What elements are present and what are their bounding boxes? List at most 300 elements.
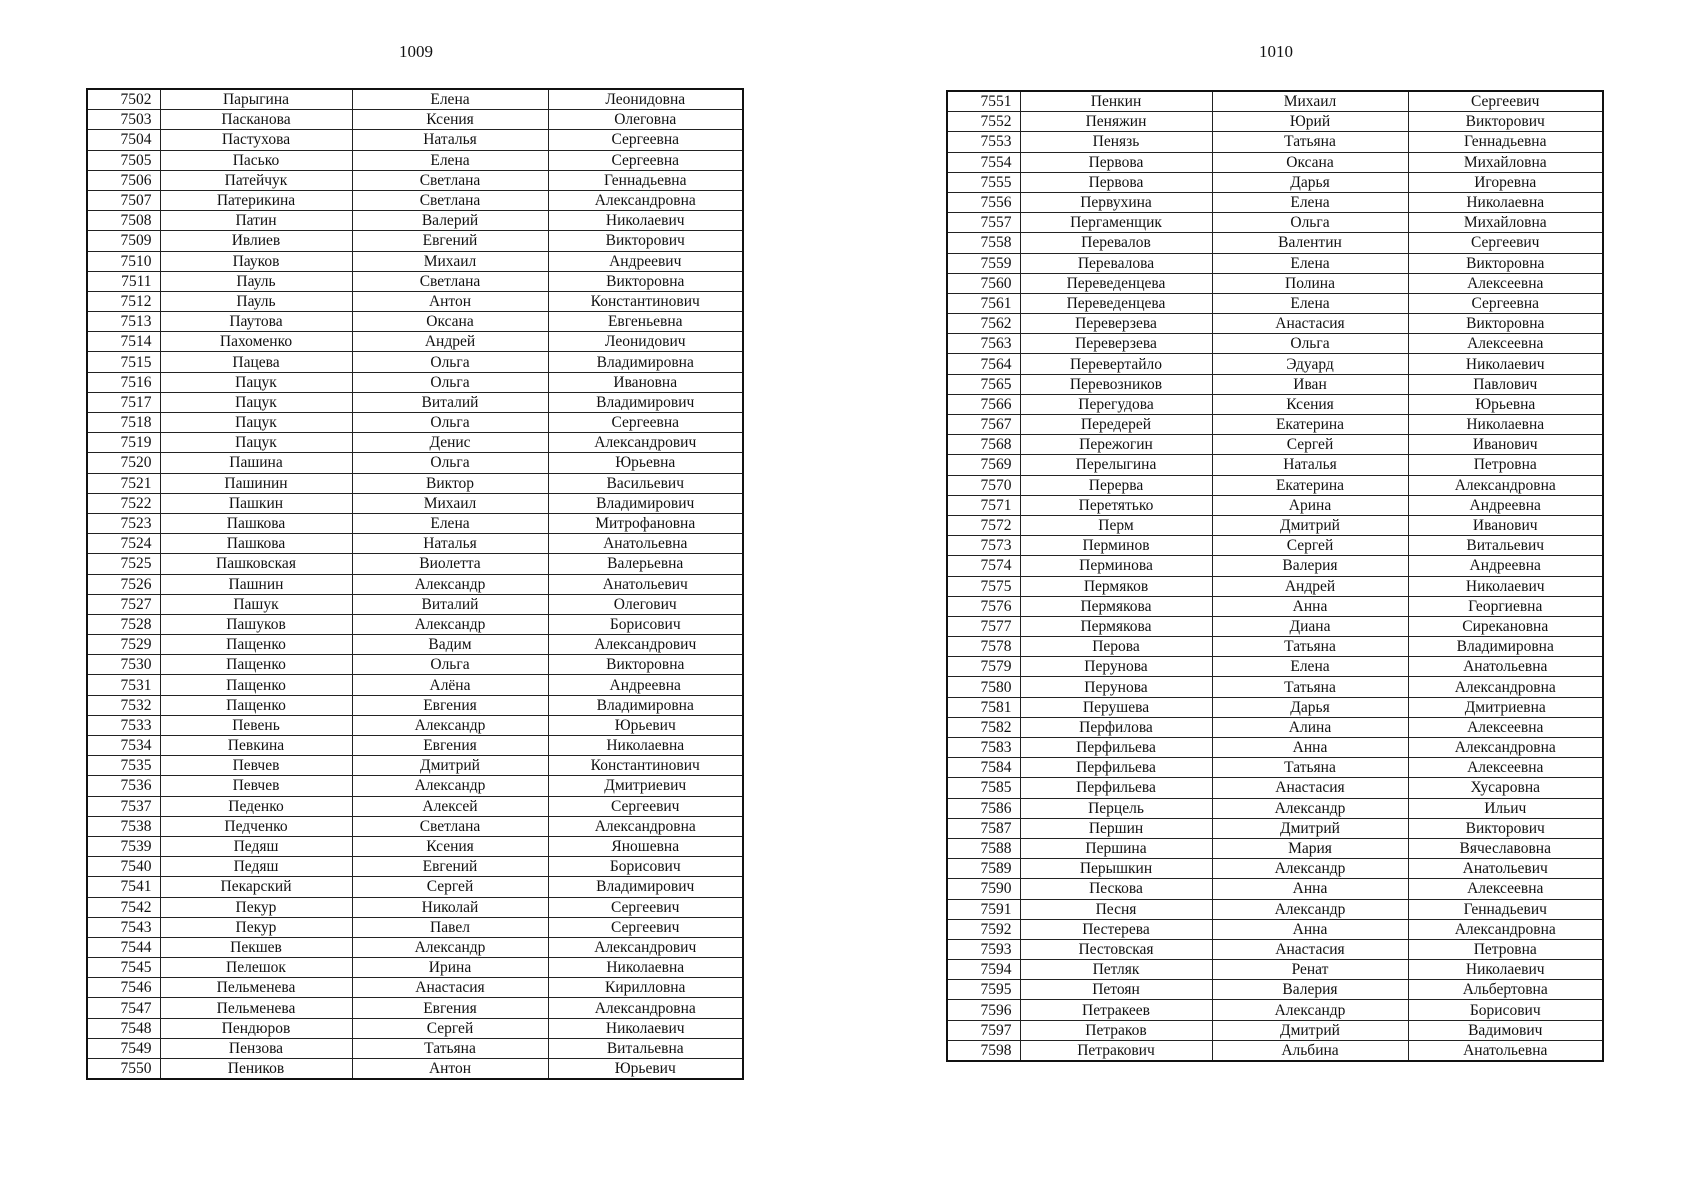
patronymic-cell: Константинович	[548, 756, 743, 776]
table-row	[947, 798, 1603, 818]
surname-cell: Пекарский	[160, 877, 352, 897]
table-row	[87, 857, 743, 877]
record-number-cell: 7502	[87, 89, 160, 110]
table-row	[87, 473, 743, 493]
patronymic-cell: Олегович	[548, 594, 743, 614]
patronymic-cell: Викторовна	[1408, 253, 1603, 273]
patronymic-cell: Юрьевич	[548, 715, 743, 735]
table-row	[947, 536, 1603, 556]
patronymic-cell: Сергеевна	[1408, 293, 1603, 313]
patronymic-cell: Дмитриевна	[1408, 697, 1603, 717]
first-name-cell: Евгения	[352, 695, 548, 715]
table-row	[947, 677, 1603, 697]
table-row	[947, 859, 1603, 879]
patronymic-cell: Николаевна	[1408, 192, 1603, 212]
patronymic-cell: Борисович	[1408, 1000, 1603, 1020]
record-number-cell: 7533	[87, 715, 160, 735]
record-number-cell: 7550	[87, 1059, 160, 1080]
patronymic-cell: Викторович	[1408, 112, 1603, 132]
first-name-cell: Дарья	[1212, 172, 1408, 192]
table-row	[87, 796, 743, 816]
record-number-cell: 7549	[87, 1038, 160, 1058]
surname-cell: Пашкин	[160, 493, 352, 513]
record-number-cell: 7579	[947, 657, 1020, 677]
table-row	[947, 273, 1603, 293]
first-name-cell: Виолетта	[352, 554, 548, 574]
table-row	[87, 231, 743, 251]
first-name-cell: Ирина	[352, 958, 548, 978]
table-row	[87, 433, 743, 453]
first-name-cell: Ксения	[352, 836, 548, 856]
first-name-cell: Валерия	[1212, 556, 1408, 576]
first-name-cell: Сергей	[1212, 435, 1408, 455]
patronymic-cell: Витальевич	[1408, 536, 1603, 556]
patronymic-cell: Георгиевна	[1408, 596, 1603, 616]
table-row	[947, 91, 1603, 112]
record-number-cell: 7510	[87, 251, 160, 271]
first-name-cell: Анна	[1212, 919, 1408, 939]
record-number-cell: 7580	[947, 677, 1020, 697]
surname-cell: Пергаменщик	[1020, 213, 1212, 233]
patronymic-cell: Павлович	[1408, 374, 1603, 394]
first-name-cell: Татьяна	[1212, 637, 1408, 657]
first-name-cell: Алексей	[352, 796, 548, 816]
surname-cell: Пекшев	[160, 937, 352, 957]
first-name-cell: Валерий	[352, 211, 548, 231]
table-row	[87, 312, 743, 332]
patronymic-cell: Сергеевна	[548, 413, 743, 433]
patronymic-cell: Иванович	[1408, 435, 1603, 455]
surname-cell: Перунова	[1020, 677, 1212, 697]
record-number-cell: 7536	[87, 776, 160, 796]
record-number-cell: 7559	[947, 253, 1020, 273]
table-row	[87, 614, 743, 634]
record-number-cell: 7544	[87, 937, 160, 957]
first-name-cell: Александр	[352, 574, 548, 594]
record-number-cell: 7530	[87, 655, 160, 675]
patronymic-cell: Викторовна	[548, 271, 743, 291]
record-number-cell: 7553	[947, 132, 1020, 152]
surname-cell: Перевалова	[1020, 253, 1212, 273]
first-name-cell: Антон	[352, 1059, 548, 1080]
table-row	[947, 213, 1603, 233]
record-number-cell: 7543	[87, 917, 160, 937]
table-row	[947, 980, 1603, 1000]
surname-cell: Певкина	[160, 736, 352, 756]
record-number-cell: 7505	[87, 150, 160, 170]
record-number-cell: 7596	[947, 1000, 1020, 1020]
patronymic-cell: Сирекановна	[1408, 616, 1603, 636]
patronymic-cell: Александровна	[548, 190, 743, 210]
patronymic-cell: Андреевич	[548, 251, 743, 271]
surname-cell: Перегудова	[1020, 394, 1212, 414]
first-name-cell: Оксана	[352, 312, 548, 332]
record-number-cell: 7520	[87, 453, 160, 473]
table-row	[87, 756, 743, 776]
patronymic-cell: Николаевич	[548, 211, 743, 231]
first-name-cell: Ольга	[1212, 334, 1408, 354]
record-number-cell: 7582	[947, 717, 1020, 737]
first-name-cell: Михаил	[352, 251, 548, 271]
first-name-cell: Альбина	[1212, 1040, 1408, 1061]
record-number-cell: 7551	[947, 91, 1020, 112]
table-row	[947, 253, 1603, 273]
surname-cell: Переверзева	[1020, 334, 1212, 354]
first-name-cell: Татьяна	[352, 1038, 548, 1058]
patronymic-cell: Ильич	[1408, 798, 1603, 818]
first-name-cell: Татьяна	[1212, 677, 1408, 697]
table-row	[947, 919, 1603, 939]
first-name-cell: Андрей	[352, 332, 548, 352]
table-row	[947, 637, 1603, 657]
table-row	[87, 372, 743, 392]
surname-cell: Пестовская	[1020, 939, 1212, 959]
surname-cell: Первова	[1020, 152, 1212, 172]
record-number-cell: 7538	[87, 816, 160, 836]
first-name-cell: Светлана	[352, 170, 548, 190]
table-row	[947, 1000, 1603, 1020]
surname-cell: Передерей	[1020, 415, 1212, 435]
first-name-cell: Елена	[1212, 657, 1408, 677]
table-row	[947, 172, 1603, 192]
record-number-cell: 7560	[947, 273, 1020, 293]
table-row	[87, 291, 743, 311]
patronymic-cell: Алексеевна	[1408, 758, 1603, 778]
patronymic-cell: Николаевич	[1408, 960, 1603, 980]
record-number-cell: 7564	[947, 354, 1020, 374]
first-name-cell: Ольга	[352, 372, 548, 392]
patronymic-cell: Борисович	[548, 614, 743, 634]
table-row	[947, 758, 1603, 778]
first-name-cell: Михаил	[352, 493, 548, 513]
table-row	[947, 697, 1603, 717]
first-name-cell: Ксения	[352, 110, 548, 130]
table-row	[87, 776, 743, 796]
first-name-cell: Сергей	[352, 877, 548, 897]
surname-cell: Пауль	[160, 271, 352, 291]
surname-cell: Пауков	[160, 251, 352, 271]
first-name-cell: Евгения	[352, 998, 548, 1018]
surname-cell: Пендюров	[160, 1018, 352, 1038]
surname-cell: Педенко	[160, 796, 352, 816]
patronymic-cell: Митрофановна	[548, 513, 743, 533]
patronymic-cell: Андреевна	[1408, 495, 1603, 515]
first-name-cell: Ольга	[1212, 213, 1408, 233]
surname-cell: Педченко	[160, 816, 352, 836]
first-name-cell: Сергей	[352, 1018, 548, 1038]
surname-cell: Перфильева	[1020, 738, 1212, 758]
record-number-cell: 7565	[947, 374, 1020, 394]
patronymic-cell: Игоревна	[1408, 172, 1603, 192]
first-name-cell: Татьяна	[1212, 758, 1408, 778]
table-row	[87, 110, 743, 130]
record-number-cell: 7598	[947, 1040, 1020, 1061]
table-row	[947, 738, 1603, 758]
first-name-cell: Юрий	[1212, 112, 1408, 132]
first-name-cell: Антон	[352, 291, 548, 311]
surname-cell: Перевалов	[1020, 233, 1212, 253]
patronymic-cell: Сергеевич	[1408, 91, 1603, 112]
patronymic-cell: Геннадьевна	[548, 170, 743, 190]
record-number-cell: 7522	[87, 493, 160, 513]
table-row	[87, 816, 743, 836]
first-name-cell: Ренат	[1212, 960, 1408, 980]
surname-cell: Пашкова	[160, 513, 352, 533]
patronymic-cell: Викторович	[548, 231, 743, 251]
first-name-cell: Ольга	[352, 352, 548, 372]
surname-cell: Пащенко	[160, 675, 352, 695]
record-number-cell: 7545	[87, 958, 160, 978]
registry-table-right	[946, 90, 1604, 1062]
patronymic-cell: Борисович	[548, 857, 743, 877]
record-number-cell: 7547	[87, 998, 160, 1018]
surname-cell: Петракович	[1020, 1040, 1212, 1061]
surname-cell: Перевертайло	[1020, 354, 1212, 374]
record-number-cell: 7592	[947, 919, 1020, 939]
record-number-cell: 7557	[947, 213, 1020, 233]
first-name-cell: Светлана	[352, 271, 548, 291]
record-number-cell: 7525	[87, 554, 160, 574]
record-number-cell: 7548	[87, 1018, 160, 1038]
surname-cell: Патерикина	[160, 190, 352, 210]
first-name-cell: Александр	[352, 776, 548, 796]
patronymic-cell: Николаевна	[548, 958, 743, 978]
first-name-cell: Анна	[1212, 738, 1408, 758]
patronymic-cell: Анатольевич	[1408, 859, 1603, 879]
table-row	[947, 778, 1603, 798]
record-number-cell: 7573	[947, 536, 1020, 556]
patronymic-cell: Кирилловна	[548, 978, 743, 998]
surname-cell: Перфильева	[1020, 758, 1212, 778]
first-name-cell: Алина	[1212, 717, 1408, 737]
record-number-cell: 7568	[947, 435, 1020, 455]
first-name-cell: Дмитрий	[1212, 1020, 1408, 1040]
first-name-cell: Ольга	[352, 413, 548, 433]
patronymic-cell: Сергеевич	[1408, 233, 1603, 253]
surname-cell: Певчев	[160, 776, 352, 796]
table-row	[87, 917, 743, 937]
patronymic-cell: Алексеевна	[1408, 334, 1603, 354]
table-row	[87, 958, 743, 978]
patronymic-cell: Александровна	[1408, 738, 1603, 758]
record-number-cell: 7537	[87, 796, 160, 816]
table-row	[947, 576, 1603, 596]
table-row	[87, 594, 743, 614]
first-name-cell: Павел	[352, 917, 548, 937]
table-row	[947, 394, 1603, 414]
first-name-cell: Александр	[352, 937, 548, 957]
surname-cell: Парыгина	[160, 89, 352, 110]
surname-cell: Пенкин	[1020, 91, 1212, 112]
surname-cell: Педяш	[160, 836, 352, 856]
first-name-cell: Арина	[1212, 495, 1408, 515]
first-name-cell: Валерия	[1212, 980, 1408, 1000]
first-name-cell: Андрей	[1212, 576, 1408, 596]
first-name-cell: Валентин	[1212, 233, 1408, 253]
record-number-cell: 7576	[947, 596, 1020, 616]
surname-cell: Петоян	[1020, 980, 1212, 1000]
first-name-cell: Анна	[1212, 596, 1408, 616]
surname-cell: Перунова	[1020, 657, 1212, 677]
record-number-cell: 7507	[87, 190, 160, 210]
surname-cell: Перелыгина	[1020, 455, 1212, 475]
patronymic-cell: Николаевич	[1408, 576, 1603, 596]
patronymic-cell: Сергеевич	[548, 917, 743, 937]
first-name-cell: Николай	[352, 897, 548, 917]
first-name-cell: Дарья	[1212, 697, 1408, 717]
patronymic-cell: Александрович	[548, 635, 743, 655]
surname-cell: Перерва	[1020, 475, 1212, 495]
first-name-cell: Светлана	[352, 816, 548, 836]
table-row	[947, 616, 1603, 636]
patronymic-cell: Юрьевна	[548, 453, 743, 473]
surname-cell: Пекур	[160, 897, 352, 917]
first-name-cell: Светлана	[352, 190, 548, 210]
record-number-cell: 7554	[947, 152, 1020, 172]
table-row	[87, 392, 743, 412]
patronymic-cell: Николаевич	[548, 1018, 743, 1038]
patronymic-cell: Вадимович	[1408, 1020, 1603, 1040]
table-row	[87, 211, 743, 231]
surname-cell: Пермякова	[1020, 596, 1212, 616]
record-number-cell: 7563	[947, 334, 1020, 354]
record-number-cell: 7589	[947, 859, 1020, 879]
patronymic-cell: Леонидович	[548, 332, 743, 352]
patronymic-cell: Алексеевна	[1408, 717, 1603, 737]
surname-cell: Переверзева	[1020, 314, 1212, 334]
patronymic-cell: Олеговна	[548, 110, 743, 130]
first-name-cell: Мария	[1212, 838, 1408, 858]
table-row	[947, 314, 1603, 334]
surname-cell: Патин	[160, 211, 352, 231]
patronymic-cell: Алексеевна	[1408, 879, 1603, 899]
first-name-cell: Вадим	[352, 635, 548, 655]
record-number-cell: 7590	[947, 879, 1020, 899]
table-row	[947, 415, 1603, 435]
record-number-cell: 7581	[947, 697, 1020, 717]
patronymic-cell: Викторович	[1408, 818, 1603, 838]
record-number-cell: 7556	[947, 192, 1020, 212]
first-name-cell: Александр	[1212, 899, 1408, 919]
record-number-cell: 7566	[947, 394, 1020, 414]
surname-cell: Певчев	[160, 756, 352, 776]
surname-cell: Пенязь	[1020, 132, 1212, 152]
table-row	[947, 374, 1603, 394]
record-number-cell: 7552	[947, 112, 1020, 132]
table-row	[947, 435, 1603, 455]
left-page	[86, 42, 746, 1080]
surname-cell: Переведенцева	[1020, 293, 1212, 313]
table-row	[87, 655, 743, 675]
patronymic-cell: Александровна	[548, 998, 743, 1018]
table-row	[87, 190, 743, 210]
surname-cell: Перфильева	[1020, 778, 1212, 798]
surname-cell: Пелешок	[160, 958, 352, 978]
first-name-cell: Александр	[352, 715, 548, 735]
table-row	[947, 132, 1603, 152]
surname-cell: Пермяков	[1020, 576, 1212, 596]
patronymic-cell: Андреевна	[548, 675, 743, 695]
first-name-cell: Виктор	[352, 473, 548, 493]
record-number-cell: 7555	[947, 172, 1020, 192]
surname-cell: Певень	[160, 715, 352, 735]
table-row	[947, 717, 1603, 737]
record-number-cell: 7586	[947, 798, 1020, 818]
first-name-cell: Елена	[1212, 253, 1408, 273]
surname-cell: Первухина	[1020, 192, 1212, 212]
surname-cell: Перышкин	[1020, 859, 1212, 879]
surname-cell: Перминов	[1020, 536, 1212, 556]
first-name-cell: Евгений	[352, 857, 548, 877]
patronymic-cell: Владимировна	[1408, 637, 1603, 657]
record-number-cell: 7521	[87, 473, 160, 493]
table-row	[87, 635, 743, 655]
table-row	[947, 334, 1603, 354]
table-row	[947, 354, 1603, 374]
table-row	[947, 192, 1603, 212]
first-name-cell: Елена	[1212, 192, 1408, 212]
surname-cell: Паутова	[160, 312, 352, 332]
surname-cell: Пережогин	[1020, 435, 1212, 455]
table-row	[87, 271, 743, 291]
surname-cell: Пашук	[160, 594, 352, 614]
surname-cell: Перевозников	[1020, 374, 1212, 394]
table-row	[87, 897, 743, 917]
first-name-cell: Александр	[352, 614, 548, 634]
record-number-cell: 7514	[87, 332, 160, 352]
first-name-cell: Наталья	[1212, 455, 1408, 475]
table-row	[87, 150, 743, 170]
first-name-cell: Анастасия	[1212, 314, 1408, 334]
record-number-cell: 7561	[947, 293, 1020, 313]
patronymic-cell: Александровна	[1408, 475, 1603, 495]
patronymic-cell: Александровна	[548, 816, 743, 836]
record-number-cell: 7508	[87, 211, 160, 231]
surname-cell: Пашнин	[160, 574, 352, 594]
record-number-cell: 7542	[87, 897, 160, 917]
table-row	[947, 818, 1603, 838]
record-number-cell: 7558	[947, 233, 1020, 253]
table-row	[87, 89, 743, 110]
surname-cell: Песня	[1020, 899, 1212, 919]
record-number-cell: 7539	[87, 836, 160, 856]
surname-cell: Пестерева	[1020, 919, 1212, 939]
patronymic-cell: Вячеславовна	[1408, 838, 1603, 858]
surname-cell: Пашинин	[160, 473, 352, 493]
patronymic-cell: Александрович	[548, 433, 743, 453]
surname-cell: Перушева	[1020, 697, 1212, 717]
first-name-cell: Сергей	[1212, 536, 1408, 556]
record-number-cell: 7503	[87, 110, 160, 130]
record-number-cell: 7571	[947, 495, 1020, 515]
surname-cell: Пацева	[160, 352, 352, 372]
table-row	[947, 657, 1603, 677]
patronymic-cell: Юрьевич	[548, 1059, 743, 1080]
patronymic-cell: Сергеевич	[548, 796, 743, 816]
patronymic-cell: Викторовна	[548, 655, 743, 675]
patronymic-cell: Владимировна	[548, 695, 743, 715]
page-number-left: 1009	[399, 42, 433, 61]
table-row	[87, 1018, 743, 1038]
record-number-cell: 7506	[87, 170, 160, 190]
surname-cell: Пермякова	[1020, 616, 1212, 636]
record-number-cell: 7524	[87, 534, 160, 554]
first-name-cell: Елена	[1212, 293, 1408, 313]
table-row	[87, 675, 743, 695]
surname-cell: Пацук	[160, 433, 352, 453]
record-number-cell: 7519	[87, 433, 160, 453]
record-number-cell: 7541	[87, 877, 160, 897]
